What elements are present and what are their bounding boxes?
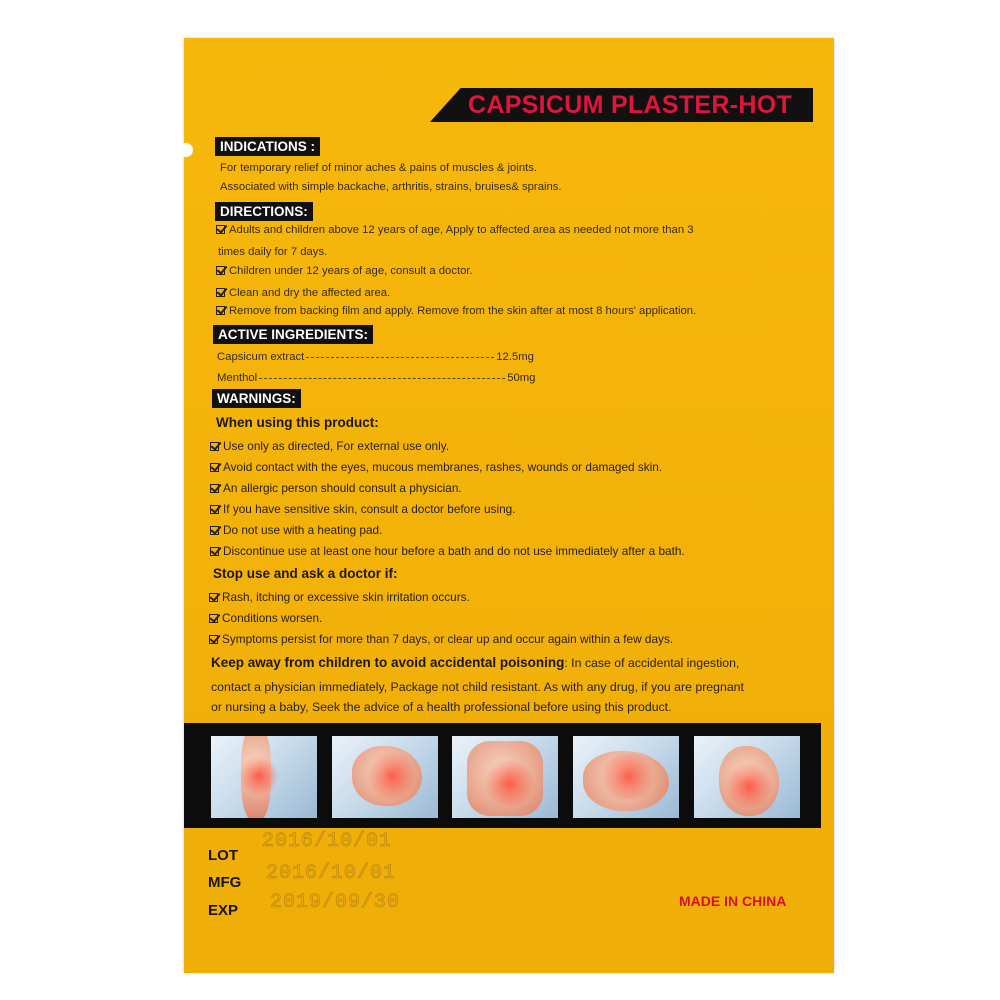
photo-ankle	[211, 736, 317, 818]
checkbox-icon	[216, 288, 225, 297]
hang-hole	[179, 143, 193, 157]
mfg-label: MFG	[208, 874, 242, 891]
ingredient-amount: 12.5mg	[496, 351, 534, 363]
keep-away-line: Keep away from children to avoid accidental poisoning: In case of accidental ingestion,	[211, 655, 740, 670]
ingredients-heading: ACTIVE INGREDIENTS:	[213, 325, 373, 344]
warning-item: Avoid contact with the eyes, mucous membranes, rashes, wounds or damaged skin.	[210, 460, 662, 474]
indication-line: Associated with simple backache, arthritis, strains, bruises& sprains.	[220, 181, 562, 193]
ingredient-row	[217, 372, 535, 384]
product-title: CAPSICUM PLASTER-HOT	[468, 91, 793, 119]
checkbox-icon	[210, 547, 219, 556]
checkbox-icon	[210, 442, 219, 451]
checkbox-icon	[210, 463, 219, 472]
checkbox-icon	[209, 593, 218, 602]
ingredient-name: Capsicum extract	[217, 351, 305, 363]
made-in-label: MADE IN CHINA	[679, 893, 787, 909]
stop-item: Rash, itching or excessive skin irritation occurs.	[209, 590, 470, 604]
lot-label: LOT	[208, 847, 238, 864]
photo-abdomen	[452, 736, 558, 818]
mfg-value: 2016/10/01	[266, 862, 397, 885]
warnings-heading: WARNINGS:	[212, 389, 301, 408]
indication-line: For temporary relief of minor aches & pains of muscles & joints.	[220, 162, 538, 174]
ingredient-name: Menthol	[217, 372, 258, 384]
warning-item: An allergic person should consult a physician.	[210, 481, 462, 495]
lot-value: 2016/10/01	[262, 830, 393, 853]
checkbox-icon	[216, 225, 225, 234]
photo-knee	[332, 736, 438, 818]
checkbox-icon	[210, 505, 219, 514]
leader-dashes	[259, 377, 505, 379]
ingredient-amount: 50mg	[507, 372, 536, 384]
checkbox-icon	[209, 614, 218, 623]
when-using-heading: When using this product:	[216, 415, 379, 430]
indications-heading: INDICATIONS :	[215, 137, 320, 156]
checkbox-icon	[216, 306, 225, 315]
direction-item: Clean and dry the affected area.	[216, 287, 390, 299]
keep-away-line: or nursing a baby, Seek the advice of a health professional before using this product.	[211, 700, 672, 714]
stop-item: Symptoms persist for more than 7 days, or clear up and occur again within a few days.	[209, 632, 673, 646]
photo-shoulders	[573, 736, 679, 818]
stop-item: Conditions worsen.	[209, 611, 322, 625]
stop-use-heading: Stop use and ask a doctor if:	[213, 566, 398, 581]
direction-item: Remove from backing film and apply. Remove from the skin after at most 8 hours' application.	[216, 305, 696, 317]
warning-item: Do not use with a heating pad.	[210, 523, 382, 537]
warning-item: Use only as directed, For external use only.	[210, 439, 449, 453]
keep-away-line: contact a physician immediately, Package not child resistant. As with any drug, if you are pregnant	[211, 680, 744, 694]
ingredient-row	[217, 351, 534, 363]
checkbox-icon	[216, 266, 225, 275]
leader-dashes	[306, 356, 494, 358]
direction-item: Adults and children above 12 years of age, Apply to affected area as needed not more than 3	[216, 224, 694, 236]
checkbox-icon	[210, 526, 219, 535]
warning-item: Discontinue use at least one hour before a bath and do not use immediately after a bath.	[210, 544, 685, 558]
directions-heading: DIRECTIONS:	[215, 202, 313, 221]
warning-item: If you have sensitive skin, consult a doctor before using.	[210, 502, 515, 516]
checkbox-icon	[210, 484, 219, 493]
photo-lower-back	[694, 736, 800, 818]
exp-value: 2019/09/30	[270, 891, 401, 914]
checkbox-icon	[209, 635, 218, 644]
direction-item-continued: times daily for 7 days.	[218, 246, 328, 258]
exp-label: EXP	[208, 902, 239, 919]
direction-item: Children under 12 years of age, consult a doctor.	[216, 265, 473, 277]
